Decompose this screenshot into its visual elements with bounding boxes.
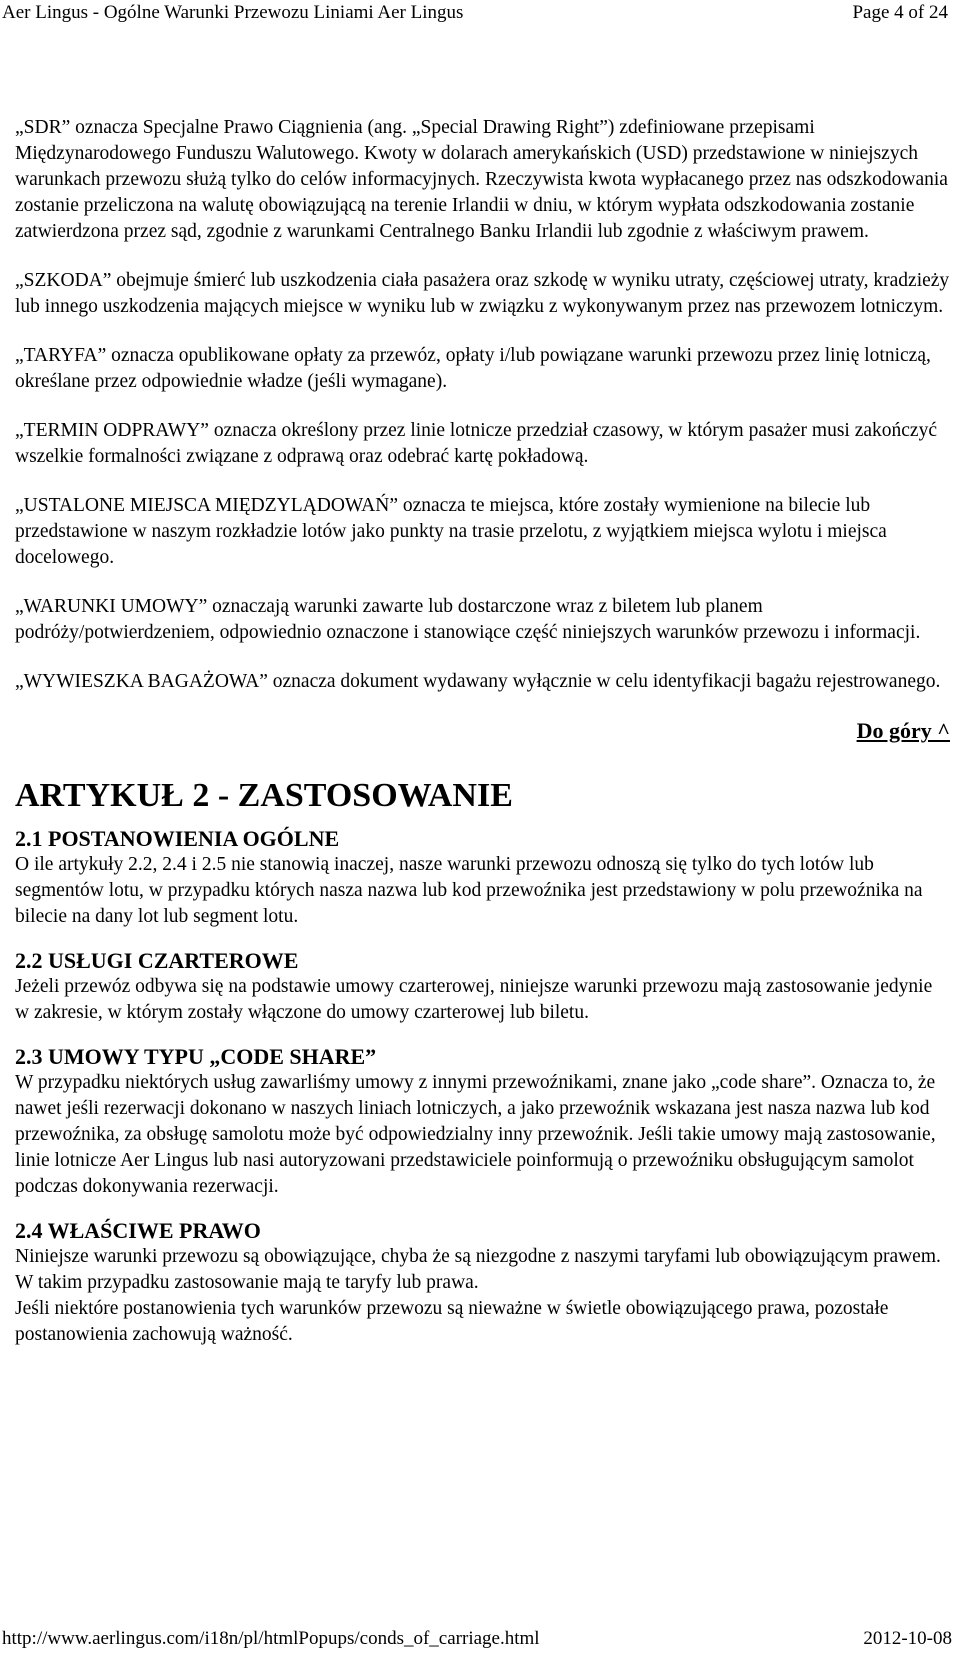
section-text-2-3: W przypadku niektórych usług zawarliśmy umowy z innymi przewoźnikami, znane jako „code share”. Oznacza to, że nawet jeśli rezerwacji dokonano w naszych liniach lotniczych, a jako przewoźnik wskazana jest nasza nazwa lub kod przewoźnika, za obsługę samolotu może być odpowiedzialny inny przewoźnik. Jeśli takie umowy mają zastosowanie, linie lotnicze Aer Lingus lub nasi autoryzowani przedstawiciele poinformują o przewoźniku obsługującym samolot podczas dokonywania rezerwacji. <box>15 1072 936 1197</box>
print-header <box>0 0 960 28</box>
definition-sdr: „SDR” oznacza Specjalne Prawo Ciągnienia (ang. „Special Drawing Right”) zdefiniowane przepisami Międzynarodowego Funduszu Walutowego. Kwoty w dolarach amerykańskich (USD) przedstawione w niniejszych warunkach przewozu służą tylko do celów informacyjnych. Rzeczywista kwota wypłacanego przez nas odszkodowania zostanie przeliczona na walutę obowiązującą na terenie Irlandii w dniu, w którym wypłata odszkodowania zostanie zatwierdzona przez sąd, zgodnie z warunkami Centralnego Banku Irlandii lub zgodnie z właściwym prawem. <box>15 117 948 242</box>
section-heading-2-3: 2.3 UMOWY TYPU „CODE SHARE” <box>15 1044 377 1069</box>
article-heading: ARTYKUŁ 2 - ZASTOSOWANIE <box>15 777 513 814</box>
document-title: Aer Lingus - Ogólne Warunki Przewozu Liniami Aer Lingus <box>2 2 464 23</box>
print-footer <box>0 1626 960 1654</box>
section-heading-2-1: 2.1 POSTANOWIENIA OGÓLNE <box>15 826 340 851</box>
back-to-top-link[interactable]: Do góry ^ <box>856 718 950 743</box>
page-number: Page 4 of 24 <box>852 2 948 23</box>
definition-taryfa: „TARYFA” oznacza opublikowane opłaty za przewóz, opłaty i/lub powiązane warunki przewozu przez linię lotniczą, określane przez odpowiednie władze (jeśli wymagane). <box>15 345 931 392</box>
section-text-2-2: Jeżeli przewóz odbywa się na podstawie umowy czarterowej, niniejsze warunki przewozu mają zastosowanie jedynie w zakresie, w którym zostały włączone do umowy czarterowej lub biletu. <box>15 976 933 1023</box>
definition-ustalone-miejsca: „USTALONE MIEJSCA MIĘDZYLĄDOWAŃ” oznacza te miejsca, które zostały wymienione na bilecie lub przedstawione w naszym rozkładzie lotów jako punkty na trasie przelotu, z wyjątkiem miejsca wylotu i miejsca docelowego. <box>15 495 887 568</box>
definition-warunki-umowy: „WARUNKI UMOWY” oznaczają warunki zawarte lub dostarczone wraz z biletem lub planem podróży/potwierdzeniem, odpowiednio oznaczone i stanowiące część niniejszych warunków przewozu i informacji. <box>15 596 921 643</box>
section-text-2-1: O ile artykuły 2.2, 2.4 i 2.5 nie stanowią inaczej, nasze warunki przewozu odnoszą się tylko do tych lotów lub segmentów lotu, w przypadku których nasza nazwa lub kod przewoźnika jest przedstawiony w polu przewoźnika na bilecie na dany lot lub segment lotu. <box>15 854 923 927</box>
section-heading-2-2: 2.2 USŁUGI CZARTEROWE <box>15 948 299 973</box>
section-text-2-4-a: Niniejsze warunki przewozu są obowiązujące, chyba że są niezgodne z naszymi taryfami lub obowiązującym prawem. W takim przypadku zastosowanie mają te taryfy lub prawa. <box>15 1246 941 1293</box>
definition-termin-odprawy: „TERMIN ODPRAWY” oznacza określony przez linie lotnicze przedział czasowy, w którym pasażer musi zakończyć wszelkie formalności związane z odprawą oraz odebrać kartę pokładową. <box>15 420 937 467</box>
definition-wywieszka-bagazowa: „WYWIESZKA BAGAŻOWA” oznacza dokument wydawany wyłącznie w celu identyfikacji bagażu rejestrowanego. <box>15 671 941 692</box>
back-to-top-row <box>15 718 950 748</box>
section-heading-2-4: 2.4 WŁAŚCIWE PRAWO <box>15 1218 261 1243</box>
source-url: http://www.aerlingus.com/i18n/pl/htmlPopups/conds_of_carriage.html <box>2 1628 540 1649</box>
section-text-2-4-b: Jeśli niektóre postanowienia tych warunków przewozu są nieważne w świetle obowiązującego prawa, pozostałe postanowienia zachowują ważność. <box>15 1298 889 1345</box>
print-date: 2012-10-08 <box>863 1628 952 1649</box>
main-content <box>15 115 950 1348</box>
definition-szkoda: „SZKODA” obejmuje śmierć lub uszkodzenia ciała pasażera oraz szkodę w wyniku utraty, częściowej utraty, kradzieży lub innego uszkodzenia mających miejsce w wyniku lub w związku z wykonywanym przez nas przewozem lotniczym. <box>15 270 950 317</box>
